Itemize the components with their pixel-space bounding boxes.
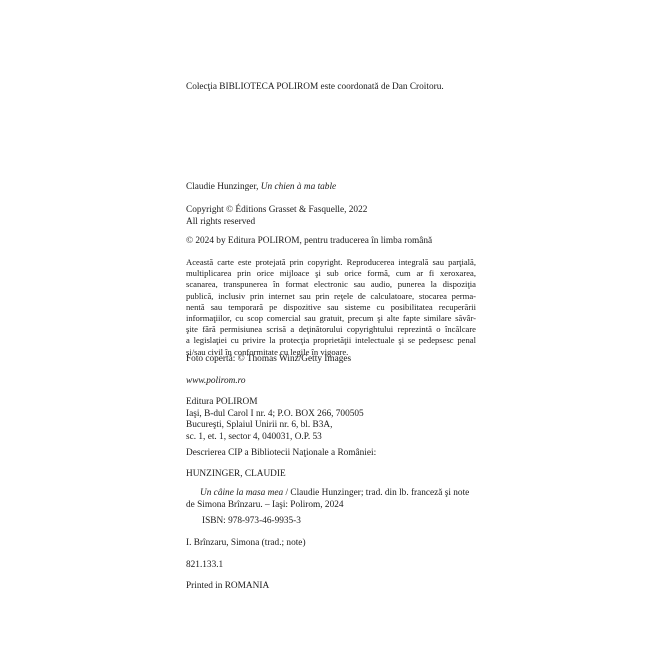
address-line: Iaşi, B-dul Carol I nr. 4; P.O. BOX 266, 700505 bbox=[186, 408, 364, 419]
copyright-romanian: © 2024 by Editura POLIROM, pentru traducerea în limba română bbox=[186, 236, 433, 246]
legal-notice bbox=[186, 257, 476, 358]
legal-line: a legislaţiei cu privire la protecţia proprietăţii intelectuale şi se pedepsesc penal bbox=[186, 335, 476, 346]
cip-author: HUNZINGER, CLAUDIE bbox=[186, 469, 286, 479]
cip-title-details: / Claudie Hunzinger; trad. din lb. franceză şi note de Simona Brînzaru. – Iaşi: Polirom, 2024 bbox=[186, 488, 470, 510]
legal-line: publică, inclusiv prin internet sau prin reţele de calculatoare, stocarea perma- bbox=[186, 290, 476, 301]
series-note: Colecţia BIBLIOTECA POLIROM este coordonată de Dan Croitoru. bbox=[186, 82, 444, 92]
cip-title-entry bbox=[186, 488, 476, 511]
rights-reserved: All rights reserved bbox=[186, 217, 256, 227]
cover-photo-credit: Foto copertă: © Thomas Winz/Getty Images bbox=[186, 354, 352, 364]
original-author: Claudie Hunzinger, bbox=[186, 182, 259, 192]
cip-translator: I. Brînzaru, Simona (trad.; note) bbox=[186, 538, 306, 548]
legal-line: Această carte este protejată prin copyright. Reproducerea integrală sau parţială, bbox=[186, 257, 476, 267]
original-title: Un chien à ma table bbox=[260, 182, 337, 192]
legal-line: şi/sau civil în conformitate cu legile în vigoare. bbox=[186, 346, 349, 357]
udc-code: 821.133.1 bbox=[186, 560, 224, 570]
legal-line: informaţiilor, cu scop comercial sau gratuit, precum şi alte fapte similare săvâr- bbox=[186, 313, 476, 324]
legal-line: scanarea, transpunerea în format electronic sau audio, punerea la dispoziţia bbox=[186, 279, 476, 290]
copyright-original: Copyright © Éditions Grasset & Fasquelle, 2022 bbox=[186, 205, 368, 215]
address-line: sc. 1, et. 1, sector 4, 040031, O.P. 53 bbox=[186, 431, 322, 442]
publisher-name: Editura POLIROM bbox=[186, 397, 258, 407]
legal-line: şite fără permisiunea scrisă a deţinătorului copyrightului reprezintă o încălcare bbox=[186, 324, 476, 335]
address-line: Bucureşti, Splaiul Unirii nr. 6, bl. B3A, bbox=[186, 420, 333, 430]
publisher-address bbox=[186, 397, 476, 443]
legal-line: multiplicarea prin orice mijloace şi sub orice formă, cum ar fi xeroxarea, bbox=[186, 268, 476, 279]
publisher-website: www.polirom.ro bbox=[186, 376, 246, 386]
cip-title: Un câine la masa mea bbox=[200, 488, 284, 498]
legal-line: nentă sau temporară pe dispozitive sau sisteme cu posibilitatea recuperării bbox=[186, 301, 476, 312]
printed-in: Printed in ROMANIA bbox=[186, 581, 270, 591]
isbn: ISBN: 978-973-46-9935-3 bbox=[202, 516, 301, 526]
cip-heading: Descrierea CIP a Bibliotecii Naţionale a României: bbox=[186, 448, 377, 458]
original-title-line bbox=[186, 182, 476, 194]
